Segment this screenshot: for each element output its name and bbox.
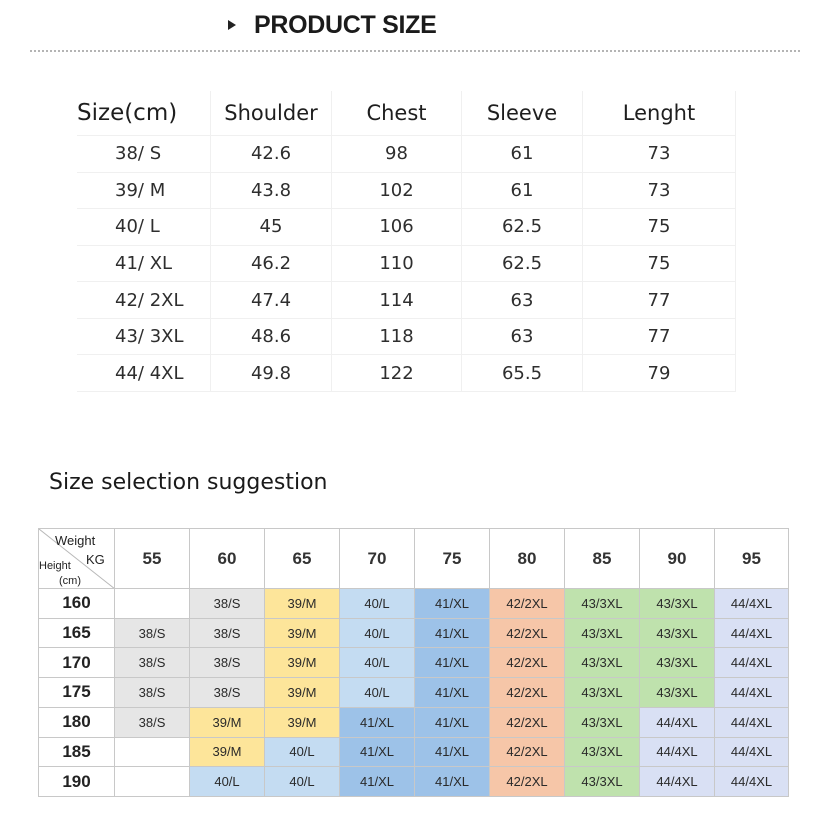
measurement-cell: 77 [583,282,736,319]
size-suggestion-cell: 42/2XL [490,708,565,738]
measurement-cell: 43.8 [211,173,332,210]
column-header: Size(cm) [77,91,211,136]
measurement-cell: 73 [583,136,736,173]
measurement-cell: 75 [583,209,736,246]
height-label: Height [39,560,71,572]
size-suggestion-cell: 44/4XL [640,708,715,738]
size-suggestion-cell: 44/4XL [715,708,789,738]
size-table [77,91,736,392]
measurement-cell: 73 [583,173,736,210]
weight-header: 75 [415,529,490,589]
size-suggestion-cell: 39/M [190,708,265,738]
measurement-cell: 42.6 [211,136,332,173]
weight-header: 95 [715,529,789,589]
size-suggestion-cell: 38/S [190,678,265,708]
measurement-cell: 62.5 [462,246,583,283]
size-suggestion-cell: 43/3XL [565,738,640,768]
height-header: 160 [39,589,115,619]
size-suggestion-cell: 43/3XL [565,767,640,797]
size-suggestion-cell: 39/M [265,589,340,619]
measurement-cell: 79 [583,355,736,392]
dotted-divider [30,50,800,52]
size-suggestion-cell: 38/S [190,648,265,678]
size-label-cell: 42/ 2XL [77,282,211,319]
size-suggestion-cell: 43/3XL [640,678,715,708]
size-suggestion-cell: 42/2XL [490,648,565,678]
size-suggestion-cell: 44/4XL [640,738,715,768]
size-suggestion-cell: 44/4XL [715,619,789,649]
measurement-cell: 46.2 [211,246,332,283]
size-suggestion-cell: 39/M [265,648,340,678]
size-suggestion-cell: 42/2XL [490,678,565,708]
measurement-cell: 77 [583,319,736,356]
size-suggestion-cell: 41/XL [415,767,490,797]
size-suggestion-cell: 43/3XL [565,648,640,678]
size-suggestion-cell: 41/XL [415,589,490,619]
size-label-cell: 44/ 4XL [77,355,211,392]
measurement-cell: 45 [211,209,332,246]
size-suggestion-cell: 44/4XL [715,648,789,678]
column-header: Shoulder [211,91,332,136]
size-suggestion-cell: 40/L [340,619,415,649]
size-suggestion-cell: 38/S [190,619,265,649]
size-suggestion-cell: 43/3XL [640,648,715,678]
measurement-cell: 61 [462,136,583,173]
measurement-cell: 118 [332,319,462,356]
size-suggestion-cell: 38/S [190,589,265,619]
size-suggestion-cell: 44/4XL [640,767,715,797]
grid-corner-header [39,529,115,589]
size-suggestion-cell: 40/L [340,589,415,619]
size-suggestion-cell: 41/XL [340,708,415,738]
column-header: Chest [332,91,462,136]
size-suggestion-cell: 39/M [190,738,265,768]
size-suggestion-cell: 41/XL [415,648,490,678]
size-suggestion-cell: 39/M [265,678,340,708]
weight-header: 90 [640,529,715,589]
size-suggestion-cell: 40/L [265,767,340,797]
measurement-cell: 49.8 [211,355,332,392]
size-suggestion-grid [38,528,789,797]
size-suggestion-cell: 39/M [265,619,340,649]
height-header: 165 [39,619,115,649]
measurement-cell: 98 [332,136,462,173]
size-label-cell: 38/ S [77,136,211,173]
measurement-cell: 61 [462,173,583,210]
size-suggestion-cell: 41/XL [340,767,415,797]
size-suggestion-cell: 40/L [340,648,415,678]
weight-header: 55 [115,529,190,589]
size-suggestion-cell: 43/3XL [640,619,715,649]
size-suggestion-cell: 42/2XL [490,767,565,797]
measurement-cell: 62.5 [462,209,583,246]
height-header: 175 [39,678,115,708]
size-suggestion-cell [115,738,190,768]
section-header [228,8,437,42]
size-suggestion-cell: 41/XL [415,619,490,649]
column-header: Lenght [583,91,736,136]
measurement-cell: 48.6 [211,319,332,356]
size-suggestion-cell: 38/S [115,708,190,738]
size-suggestion-cell: 42/2XL [490,619,565,649]
kg-label: KG [86,552,105,567]
size-label-cell: 41/ XL [77,246,211,283]
measurement-cell: 63 [462,282,583,319]
size-suggestion-cell: 42/2XL [490,589,565,619]
size-label-cell: 39/ M [77,173,211,210]
size-suggestion-cell: 41/XL [415,708,490,738]
size-suggestion-cell: 44/4XL [715,738,789,768]
size-suggestion-cell: 38/S [115,619,190,649]
size-suggestion-cell: 38/S [115,678,190,708]
triangle-bullet-icon [228,20,236,30]
size-suggestion-cell: 41/XL [340,738,415,768]
measurement-cell: 122 [332,355,462,392]
measurement-cell: 102 [332,173,462,210]
size-suggestion-cell: 43/3XL [565,678,640,708]
weight-label: Weight [55,533,96,548]
measurement-cell: 47.4 [211,282,332,319]
column-header: Sleeve [462,91,583,136]
measurement-cell: 65.5 [462,355,583,392]
height-header: 180 [39,708,115,738]
size-suggestion-cell: 44/4XL [715,767,789,797]
height-header: 190 [39,767,115,797]
size-suggestion-cell: 43/3XL [640,589,715,619]
weight-header: 85 [565,529,640,589]
size-suggestion-cell: 40/L [190,767,265,797]
height-header: 185 [39,738,115,768]
section-title: PRODUCT SIZE [254,10,437,39]
measurement-cell: 75 [583,246,736,283]
size-suggestion-cell: 41/XL [415,738,490,768]
measurement-cell: 114 [332,282,462,319]
weight-header: 80 [490,529,565,589]
size-suggestion-cell: 43/3XL [565,619,640,649]
size-suggestion-cell: 42/2XL [490,738,565,768]
cm-label: (cm) [59,575,81,587]
size-suggestion-cell: 40/L [265,738,340,768]
size-suggestion-cell: 39/M [265,708,340,738]
measurement-cell: 106 [332,209,462,246]
size-suggestion-cell: 44/4XL [715,678,789,708]
weight-header: 65 [265,529,340,589]
measurement-cell: 63 [462,319,583,356]
size-suggestion-cell: 41/XL [415,678,490,708]
size-label-cell: 43/ 3XL [77,319,211,356]
size-suggestion-cell: 43/3XL [565,589,640,619]
size-suggestion-cell: 40/L [340,678,415,708]
size-suggestion-cell [115,767,190,797]
weight-header: 60 [190,529,265,589]
measurement-cell: 110 [332,246,462,283]
size-suggestion-cell [115,589,190,619]
size-suggestion-cell: 43/3XL [565,708,640,738]
weight-header: 70 [340,529,415,589]
size-suggestion-cell: 38/S [115,648,190,678]
size-suggestion-cell: 44/4XL [715,589,789,619]
height-header: 170 [39,648,115,678]
size-label-cell: 40/ L [77,209,211,246]
suggestion-title: Size selection suggestion [49,470,328,495]
